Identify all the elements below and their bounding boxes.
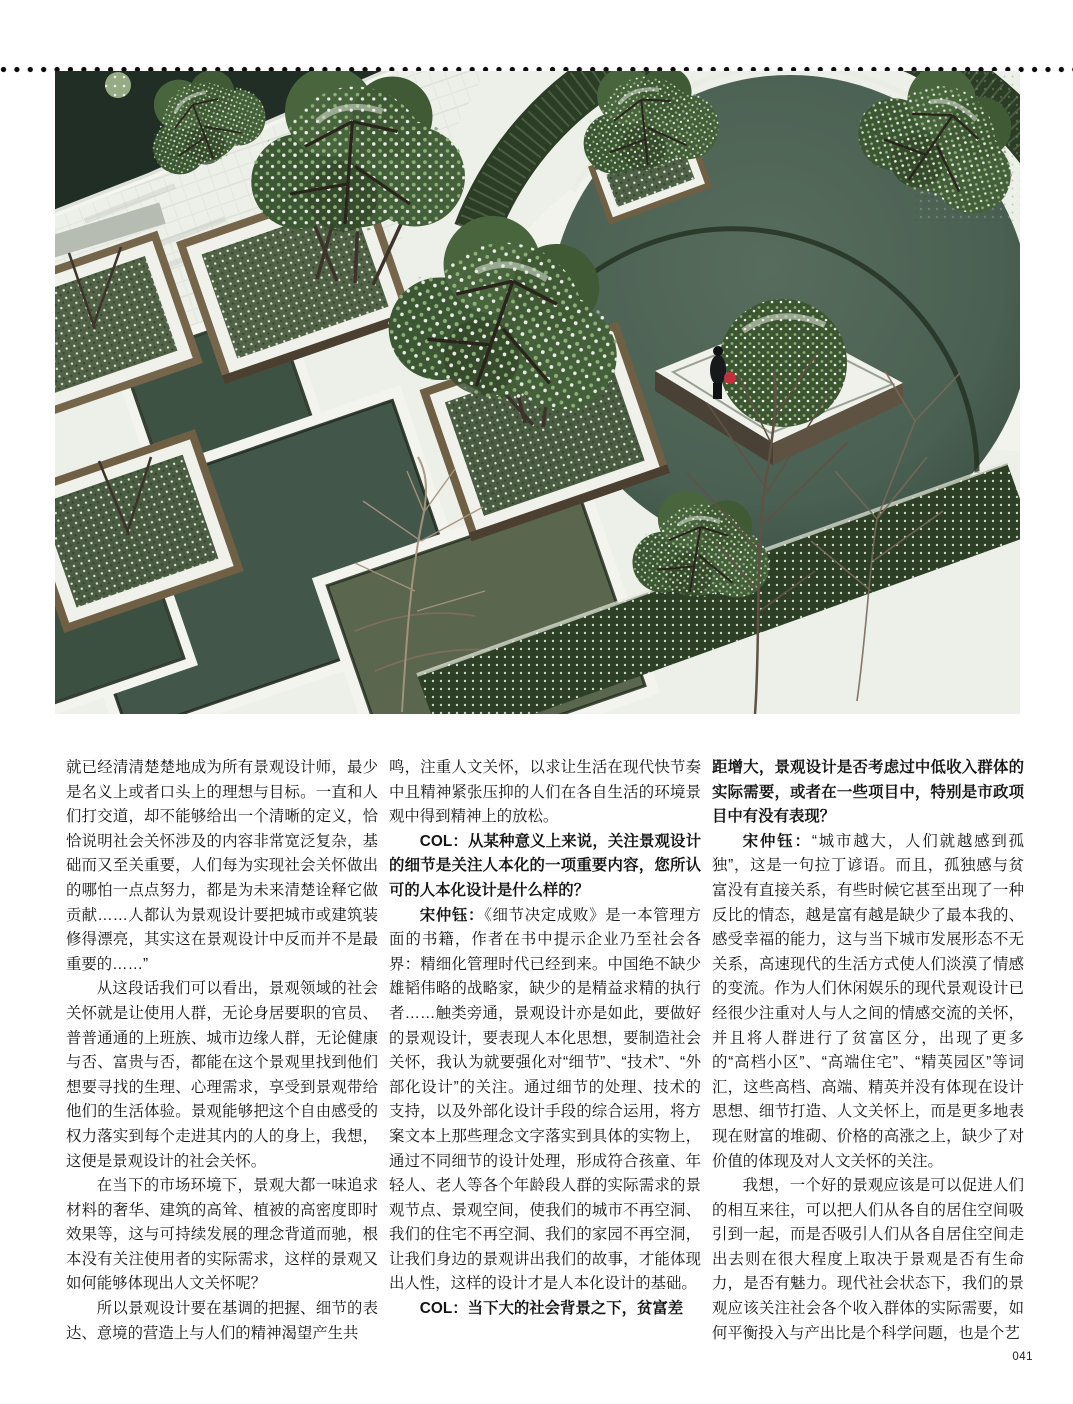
paragraph-text: 距增大，景观设计是否考虑过中低收入群体的实际需要，或者在一些项目中，特别是市政项目中有没有表现？: [712, 759, 1024, 826]
paragraph: [389, 904, 701, 1298]
snow-garden-photo: [55, 71, 1020, 714]
paragraph: [712, 830, 1024, 1174]
paragraph-text: 在当下的市场环境下，景观大都一味追求材料的奢华、建筑的高耸、植被的高密度即时效果等，这与可持续发展的理念背道而驰，根本没有关注使用者的实际需求，这样的景观又如何能够体现出人文关怀呢？: [66, 1177, 378, 1293]
paragraph: [66, 1297, 378, 1346]
speaker-label: 宋仲钰：: [742, 832, 812, 850]
paragraph: [389, 1297, 701, 1322]
paragraph: [66, 1174, 378, 1297]
red-bag: [724, 372, 736, 384]
page-number: 041: [1012, 1351, 1033, 1363]
paragraph: [66, 756, 378, 977]
article-body: [66, 756, 1024, 1346]
paragraph: [389, 756, 701, 830]
paragraph-text: 鸣，注重人文关怀，以求让生活在现代快节奏中且精神紧张压抑的人们在各自生活的环境景观中得到精神上的放松。: [389, 759, 701, 826]
speaker-label: 宋仲钰：: [419, 906, 485, 924]
paragraph: [712, 1174, 1024, 1346]
text-column-3: [712, 756, 1024, 1346]
shrub-sphere-texture: [105, 72, 131, 98]
paragraph-text: COL：当下大的社会背景之下，贫富差: [419, 1300, 684, 1318]
paragraph-text: 就已经清清楚楚地成为所有景观设计师，最少是名义上或者口头上的理想与目标。一直和人们打交道，却不能够给出一个清晰的定义，恰恰说明社会关怀涉及的内容非常宽泛复杂，基础而又至关重要，人们每为实现社会关怀做出的哪怕一点点努力，都是为未来清楚诠释它做贡献……人都认为景观设计要把城市或建筑装修得漂亮，其实这在景观设计中反而并不是最重要的……”: [66, 759, 378, 973]
paragraph-text: 从这段话我们可以看出，景观领域的社会关怀就是让使用人群，无论身居要职的官员、普普通通的上班族、城市边缘人群，无论健康与否、富贵与否，都能在这个景观里找到他们想要寻找的生理、心理需求，享受到景观带给他们的生活体验。景观能够把这个自由感受的权力落实到每个走进其内的人的身上，我想，这便是景观设计的社会关怀。: [66, 980, 378, 1170]
person-body: [710, 355, 726, 385]
paragraph-text: 所以景观设计要在基调的把握、细节的表达、意境的营造上与人们的精神渴望产生共: [66, 1300, 378, 1342]
paragraph: [389, 830, 701, 904]
paragraph-text: “城市越大，人们就越感到孤独”，这是一句拉丁谚语。而且，孤独感与贫富没有直接关系，有些时候它甚至出现了一种反比的情态，越是富有越是缺少了最本我的、感受幸福的能力，这与当下城市发展形态不无关系，高速现代的生活方式使人们淡漠了情感的变流。作为人们休闲娱乐的现代景观设计已经很少注重对人与人之间的情感交流的关怀，并且将人群进行了贫富区分，出现了更多的“高档小区”、“高端住宅”、“精英园区”等词汇，这些高档、高端、精英并没有体现在设计思想、细节打造、人文关怀上，而是更多地表现在财富的堆砌、价格的高涨之上，缺少了对价值的体现及对人文关怀的关注。: [712, 832, 1024, 1170]
text-column-2: [389, 756, 701, 1346]
article-photo: [55, 71, 1020, 714]
person-legs: [713, 383, 722, 399]
text-column-1: [66, 756, 378, 1346]
paragraph: [712, 756, 1024, 830]
paragraph-text: 我想，一个好的景观应该是可以促进人们的相互来往，可以把人们从各自的居住空间吸引到一起，而是否吸引人们从各自居住空间走出去则在很大程度上取决于景观是否有生命力，是否有魅力。现代社会状态下，我们的景观应该关注社会各个收入群体的实际需要，如何平衡投入与产出比是个科学问题，也是个艺: [712, 1177, 1024, 1342]
paragraph-text: COL：从某种意义上来说，关注景观设计的细节是关注人本化的一项重要内容，您所认可的人本化设计是什么样的？: [389, 832, 701, 899]
paragraph-text: 《细节决定成败》是一本管理方面的书籍，作者在书中提示企业乃至社会各界：精细化管理时代已经到来。中国绝不缺少雄韬伟略的战略家，缺少的是精益求精的执行者……触类旁通，景观设计亦是如此，要做好的景观设计，要表现人本化思想，要制造社会关怀，我认为就要强化对“细节”、“技术”、“外部化设计”的关注。通过细节的处理、技术的支持，以及外部化设计手段的综合运用，将方案文本上那些理念文字落实到具体的实物上，通过不同细节的设计处理，形成符合孩童、年轻人、老人等各个年龄段人群的实际需求的景观节点、景观空间，使我们的城市不再空洞、我们的住宅不再空洞、我们的家园不再空洞，让我们身边的景观讲出我们的故事，才能体现出人性，这样的设计才是人本化设计的基础。: [389, 906, 701, 1293]
paragraph: [66, 977, 378, 1174]
person-head: [713, 346, 723, 356]
